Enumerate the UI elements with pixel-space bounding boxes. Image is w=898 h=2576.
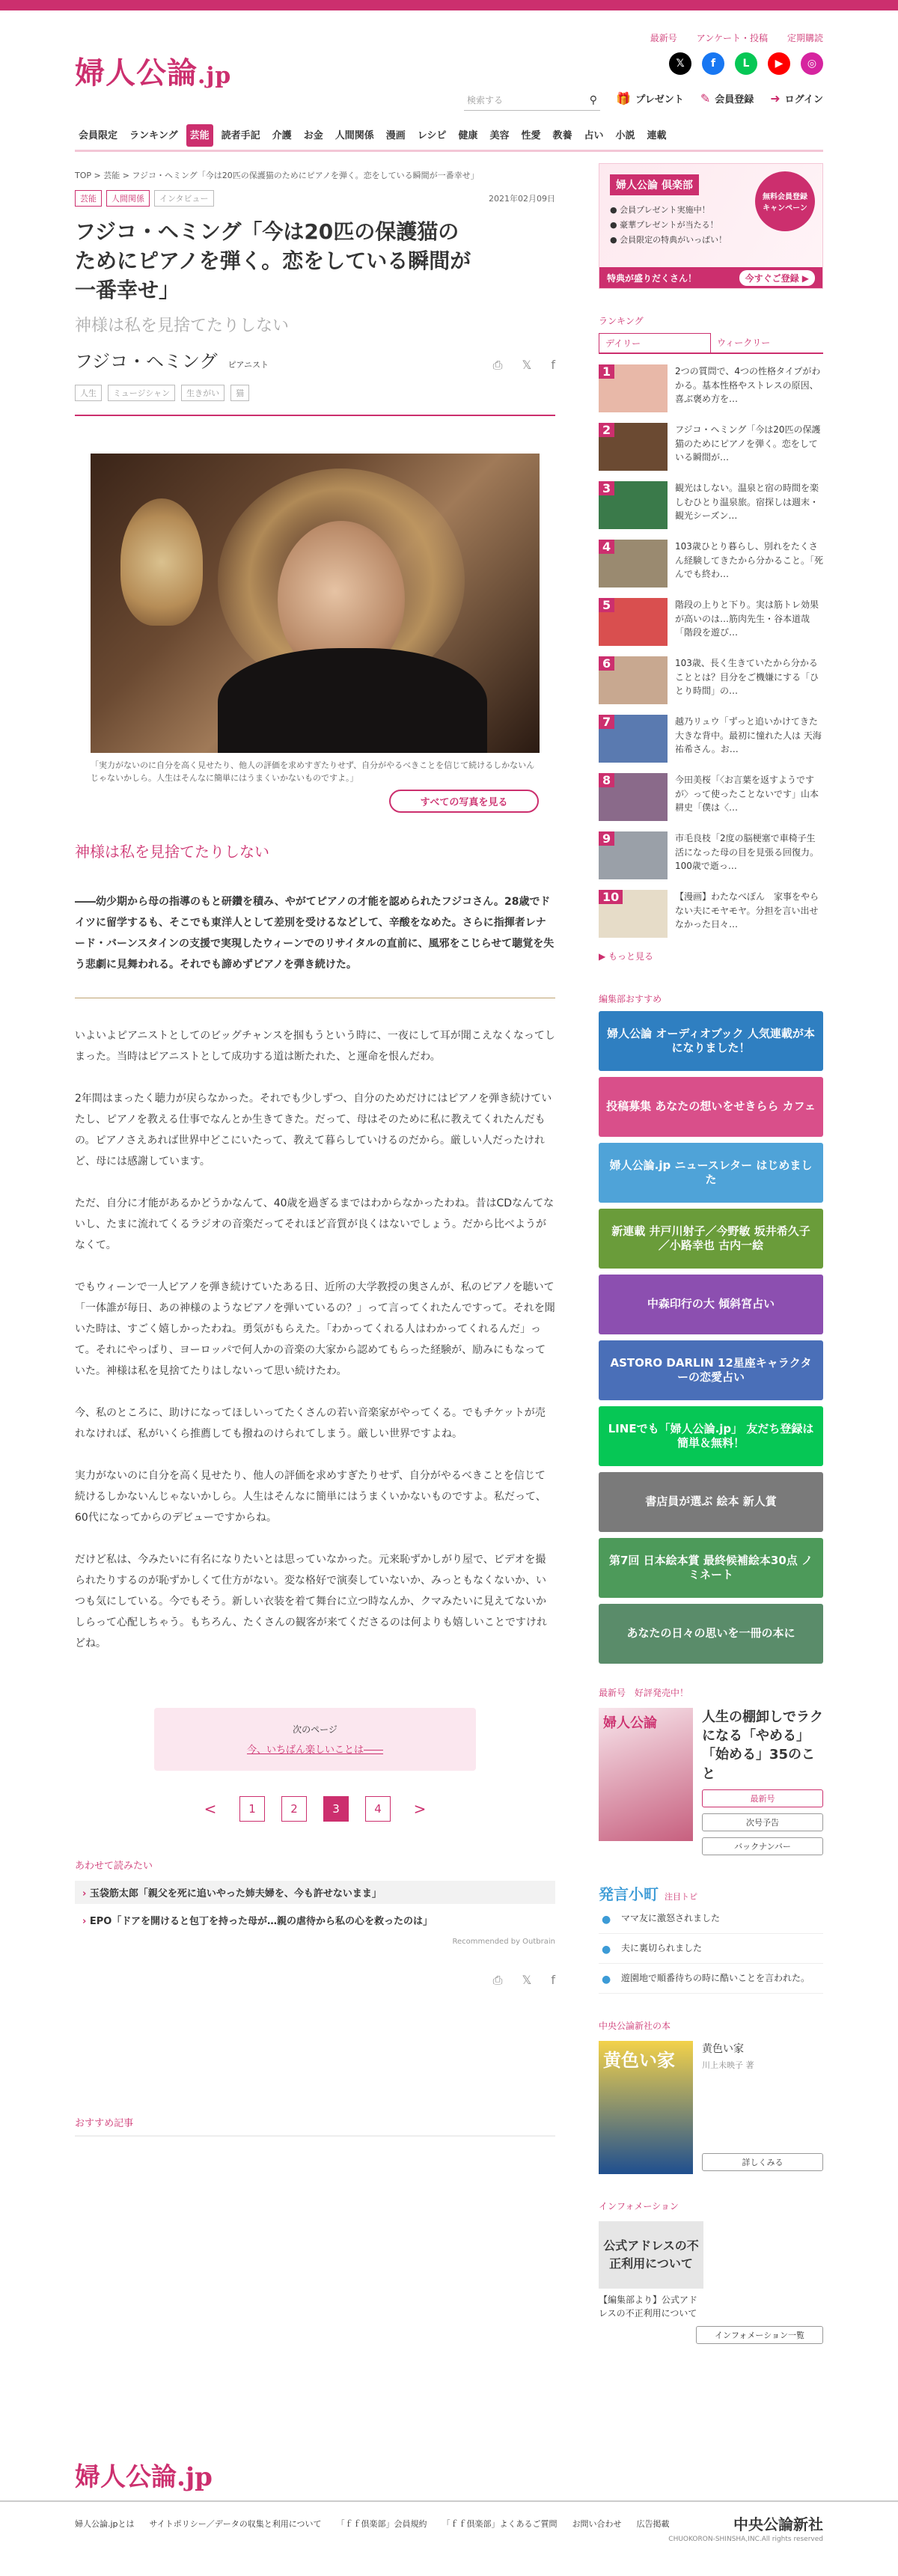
publish-date: 2021年02月09日 (489, 194, 555, 204)
editor-banner[interactable]: ASTORO DARLIN 12星座キャラクターの恋愛占い (599, 1340, 823, 1400)
nav-item[interactable]: 美容 (489, 130, 510, 141)
promo-cta-button[interactable]: 今すぐご登録 ▶ (739, 270, 815, 286)
photo-dress (218, 648, 487, 753)
site-footer (75, 2456, 823, 2543)
keyword-tag[interactable]: 猫 (230, 385, 249, 401)
share-buttons-bottom (75, 1973, 555, 1988)
link-survey[interactable]: アンケート・投稿 (696, 33, 768, 43)
ranking-thumbnail (599, 423, 668, 471)
ranking-title: 越乃リュウ「ずっと追いかけてきた大きな背中。最初に憧れた人は 天海祐希さん。お… (675, 716, 822, 755)
current-page-button[interactable]: 3 (323, 1796, 349, 1822)
tab-daily[interactable]: デイリー (599, 333, 711, 352)
x-share-icon[interactable]: 𝕏 (522, 357, 532, 372)
next-page-button[interactable]: > (413, 1799, 427, 1818)
ranking-thumbnail (599, 540, 668, 587)
tab-weekly[interactable]: ウィークリー (717, 338, 771, 348)
x-icon[interactable]: 𝕏 (669, 52, 691, 75)
editor-banners (599, 1011, 823, 1664)
paragraph: ただ、自分に才能があるかどうかなんて、40歳を過ぎるまではわからなかったわね。昔はCDなんてないし、たまに流れてくるラジオの音楽だってそれほど音質が良くはないでしょう。だから比べようがなくて。 (75, 1197, 555, 1251)
footer-link[interactable]: サイトポリシー／データの収集と利用について (149, 2518, 322, 2529)
publisher-logo[interactable]: 中央公論新社 (733, 2515, 823, 2534)
recommended-heading: おすすめ記事 (75, 2115, 555, 2137)
site-logo[interactable] (75, 49, 231, 92)
article-column (75, 163, 555, 2344)
ranking-number: 3 (599, 481, 614, 495)
author-row (75, 347, 555, 373)
print-icon[interactable]: ⎙ (492, 357, 503, 372)
register-label: 会員登録 (715, 94, 754, 106)
ranking-title: 市毛良枝「2度の脳梗塞で車椅子生活になった母の目を見張る回復力。100歳で逝っ… (675, 833, 819, 872)
nav-item[interactable]: ランキング (129, 130, 178, 141)
social-links (669, 52, 823, 75)
backnumber-button[interactable]: バックナンバー (702, 1837, 823, 1855)
editor-banner[interactable]: 第7回 日本絵本賞 最終候補絵本30点 ノミネート (599, 1538, 823, 1598)
link-latest-issue[interactable]: 最新号 (650, 33, 677, 43)
hatsugen-item[interactable]: ● ママ友に激怒されました (599, 1904, 823, 1934)
nav-item[interactable]: 会員限定 (79, 130, 118, 141)
edit-icon: ✎ (700, 91, 711, 106)
search-placeholder: 検索する (467, 95, 504, 106)
ranking-item[interactable] (599, 890, 823, 938)
ranking-heading: ランキング (599, 316, 644, 326)
paragraph: 2年間はまったく聴力が戻らなかった。それでも少しずつ、自分のためだけにはピアノを弾き続けていたし、ピアノを教える仕事でなんとか生きてきた。だって、母はそのために私に教えてくれたんだもの。ピアノさえあれば世界中どこにいたって、教えて暮らしていけるのだから。厳しい人だったけれど、母には感謝しています。 (75, 1092, 552, 1168)
prev-page-button[interactable]: < (204, 1799, 217, 1818)
next-page-link[interactable]: 今、いちばん楽しいことは―― (246, 1744, 383, 1756)
photo-caption: 「実力がないのに自分を高く見せたり、他人の評価を求めすぎたりせず、自分がやるべきことを信じて続けるしかないんじゃないかしら。人生はそんなに簡単にはうまくいかないものですよ。」 (91, 760, 535, 784)
login-button[interactable] (770, 91, 823, 106)
line-icon[interactable]: L (735, 52, 757, 75)
next-page-box[interactable] (154, 1708, 476, 1771)
register-button[interactable] (700, 91, 754, 106)
ranking-title: 2つの質問で、4つの性格タイプがわかる。基本性格やストレスの原因、喜ぶ褒め方を… (675, 366, 821, 405)
related-item[interactable]: › 玉袋筋太郎「親父を死に追いやった姉夫婦を、今も許せないまま」 (75, 1881, 555, 1904)
ranking-item[interactable] (599, 481, 823, 529)
author-role: ピアニスト (227, 359, 269, 370)
related-heading: あわせて読みたい (75, 1860, 153, 1872)
footer-link[interactable]: 「ｆｆ倶楽部」会員規約 (336, 2518, 427, 2529)
copyright: CHUOKORON-SHINSHA,INC.All rights reserved (668, 2536, 823, 2544)
top-accent-bar (0, 0, 898, 10)
ranking-item[interactable] (599, 831, 823, 879)
footer-links (75, 2512, 823, 2534)
ranking-number: 6 (599, 656, 614, 671)
breadcrumb[interactable]: TOP > 芸能 > フジコ・ヘミング「今は20匹の保護猫のためにピアノを弾く。恋をしている瞬間が一番幸せ」 (75, 171, 479, 180)
share-buttons (493, 358, 555, 373)
chuko-book (599, 2041, 823, 2174)
latest-issue (599, 1708, 823, 1855)
header-actions (616, 91, 823, 106)
ranking-thumbnail (599, 715, 668, 763)
ranking-number: 9 (599, 831, 614, 846)
nav-item[interactable]: 読者手記 (221, 130, 260, 141)
article-body (75, 1025, 555, 1654)
paragraph: でもウィーンで一人ピアノを弾き続けていたある日、近所の大学教授の奥さんが、私のピアノを聴いて「一体誰が毎日、あの神様のようなピアノを弾いているの？」って言ってくれたんですって。それを聞いた時は、すごく嬉しかったわね。勇気がもらえた。「わかってくれる人はわかってくれるんだ」って。それにやっぱり、ヨーロッパで何人かの音楽の大家から認めてもらった経験が、励みにもなっていた。神様は私を見捨てたりはしないって思い続けたわ。 (75, 1281, 555, 1377)
promo-benefits (610, 203, 727, 247)
sidebar (599, 163, 823, 2344)
ranking-title: 今田美桜「〈お言葉を返すようですが〉って使ったことないです」山本耕史「僕は〈… (675, 775, 819, 814)
related-list (75, 1881, 555, 1932)
paragraph: 今、私のところに、助けになってほしいってたくさんの若い音楽家がやってくる。でもチケットが売れなければ、私がいくら推薦しても撥ねのけられてしまう。厳しい世界ですよね。 (75, 1406, 546, 1440)
keyword-tag[interactable]: 人生 (75, 385, 102, 401)
facebook-share-icon[interactable]: f (551, 1972, 555, 1987)
ranking-number: 2 (599, 423, 614, 437)
keyword-tag[interactable]: 生きがい (181, 385, 224, 401)
logo-suffix: .jp (198, 63, 232, 89)
ranking-item[interactable] (599, 773, 823, 821)
ranking-item[interactable] (599, 598, 823, 646)
related-item[interactable]: › EPO「ドアを開けると包丁を持った母が…親の虐待から私の心を救ったのは」 (75, 1908, 555, 1932)
ranking-title: 観光はしない。温泉と宿の時間を楽しむひとり温泉旅。宿探しは週末・観光シーズン… (675, 483, 819, 522)
editor-banner[interactable]: 新連載 井戸川射子／今野敏 坂井希久子／小路幸也 古内一絵 (599, 1209, 823, 1269)
ranking-thumbnail (599, 598, 668, 646)
photo-lamp (120, 498, 203, 626)
ranking-thumbnail (599, 773, 668, 821)
nav-item[interactable]: 教養 (552, 130, 572, 141)
info-item[interactable]: 【編集部より】公式アドレスの不正利用について (599, 2295, 698, 2319)
nav-item-active[interactable]: 芸能 (186, 124, 213, 147)
footer-link[interactable]: 広告掲載 (636, 2518, 670, 2529)
latest-issue-title[interactable]: 人生の棚卸しでラクになる「やめる」「始める」35のこと (702, 1709, 823, 1782)
nav-item[interactable]: 人間関係 (335, 130, 374, 141)
login-icon: ➜ (770, 91, 781, 106)
editor-banner[interactable]: 投稿募集 あなたの想いをせきらら カフェ (599, 1077, 823, 1137)
promo-cta[interactable] (599, 267, 822, 288)
keyword-tag[interactable]: ミュージシャン (108, 385, 175, 401)
nav-item[interactable]: 占い (584, 130, 604, 141)
all-photos-button[interactable]: すべての写真を見る (389, 790, 539, 813)
nav-item[interactable]: 小説 (615, 130, 635, 141)
editor-banner[interactable]: 婦人公論.jp ニュースレター はじめました (599, 1143, 823, 1203)
editor-picks-heading: 編集部おすすめ (599, 994, 662, 1004)
article-lead: ――幼少期から母の指導のもと研鑽を積み、やがてピアノの才能を認められたフジコさん。28歳でドイツに留学するも、そこでも東洋人として差別を受けるなどして、辛酸をなめた。さらに指揮者レナード・バーンスタインの支援で実現したウィーンでのリサイタルの直前に、風邪をこじらせて聴覚を失う悲劇に見舞われる。それでも諦めずピアノを弾き続けた。 (75, 895, 555, 971)
ranking-number: 10 (599, 890, 623, 904)
search-icon[interactable]: ⚲ (589, 94, 597, 106)
hero-photo[interactable] (91, 454, 540, 753)
ranking-number: 1 (599, 364, 614, 379)
nav-item[interactable]: お金 (303, 130, 323, 141)
information-heading: インフォメーション (599, 2201, 679, 2212)
print-icon[interactable]: ⎙ (492, 1972, 503, 1987)
ranking-item[interactable] (599, 656, 823, 704)
promo-cta-text: 特典が盛りだくさん！ (607, 272, 697, 284)
nav-item[interactable]: レシピ (417, 130, 447, 141)
promo-logo: 婦人公論 倶楽部 (610, 174, 699, 195)
x-share-icon[interactable]: 𝕏 (522, 1972, 532, 1987)
chuko-book-cover[interactable]: 黄色い家 (599, 2041, 693, 2174)
page-button[interactable]: 4 (365, 1796, 391, 1822)
tag[interactable]: インタビュー (154, 190, 214, 207)
ranking-title: フジコ・ヘミング「今は20匹の保護猫のためにピアノを弾く。恋をしている瞬間が… (675, 424, 821, 463)
login-label: ログイン (784, 94, 823, 106)
chuko-books-heading: 中央公論新社の本 (599, 2021, 671, 2032)
ranking-item[interactable] (599, 423, 823, 471)
ranking-title: 階段の上りと下り。実は筋トレ効果が高いのは…筋肉先生・谷本道哉「階段を遊び… (675, 599, 819, 638)
next-page-label: 次のページ (293, 1724, 337, 1735)
nav-divider (75, 150, 823, 152)
hatsugen-sub: 注目トピ (665, 1891, 697, 1902)
latest-issue-heading: 最新号 好評発売中！ (599, 1688, 689, 1698)
top-links (650, 31, 823, 44)
ranking-title: 103歳、長く生きていたから分かることとは？目分をご機嫌にする「ひとり時間」の… (675, 658, 819, 697)
instagram-icon[interactable]: ◎ (801, 52, 823, 75)
paragraph: 実力がないのに自分を高く見せたり、他人の評価を求めすぎたりせず、自分がやるべきことを信じて続けるしかないんじゃないかしら。人生はそんなに簡単にはうまくいかないものですよ。私だって、60代になってからのデビューですからね。 (75, 1469, 546, 1524)
keyword-tags (75, 385, 555, 401)
nav-item[interactable]: 漫画 (385, 130, 406, 141)
youtube-icon[interactable]: ▶ (768, 52, 790, 75)
hatsugen-item[interactable]: ● 夫に裏切られました (599, 1934, 823, 1964)
article-tags (75, 190, 555, 207)
promo-line: ● 豪華プレゼントが当たる！ (610, 219, 718, 230)
outbrain-credit[interactable]: Recommended by Outbrain (452, 1937, 555, 1946)
promo-line: ● 会員限定の特典がいっぱい！ (610, 234, 727, 245)
ranking-item[interactable] (599, 364, 823, 412)
editor-banner[interactable]: 婦人公論 オーディオブック 人気連載が本になりました！ (599, 1011, 823, 1071)
ranking-thumbnail (599, 364, 668, 412)
editor-banner[interactable]: あなたの日々の思いを一冊の本に (599, 1604, 823, 1664)
ranking-list (599, 364, 823, 938)
ranking-number: 5 (599, 598, 614, 612)
chuko-book-author: 川上未映子 著 (702, 2060, 754, 2071)
page-button[interactable]: 2 (281, 1796, 307, 1822)
ranking-title: 【漫画】わたなべぽん 家事をやらない夫にモヤモヤ。分担を言い出せなかった日々… (675, 891, 819, 930)
chuko-book-info (702, 2041, 823, 2174)
ranking-number: 8 (599, 773, 614, 787)
tag[interactable]: 人間関係 (106, 190, 150, 207)
facebook-share-icon[interactable]: f (551, 357, 555, 372)
info-thumbnail[interactable]: 公式アドレスの不正利用について (599, 2221, 703, 2289)
info-list-button[interactable]: インフォメーション一覧 (696, 2326, 823, 2344)
section-heading: 神様は私を見捨てたりしない (75, 842, 269, 861)
ranking-item[interactable] (599, 715, 823, 763)
ranking-item[interactable] (599, 540, 823, 587)
nav-item[interactable]: 健康 (458, 130, 478, 141)
next-issue-button[interactable]: 次号予告 (702, 1813, 823, 1831)
gift-icon: 🎁 (616, 91, 632, 106)
page-button[interactable]: 1 (239, 1796, 265, 1822)
article-title: フジコ・ヘミング「今は20匹の保護猫のためにピアノを弾く。恋をしている瞬間が一番幸せ」 (75, 219, 471, 303)
present-label: プレゼント (635, 94, 684, 106)
promo-line: ● 会員プレゼント実施中！ (610, 205, 710, 215)
ranking-thumbnail (599, 656, 668, 704)
ranking-thumbnail (599, 481, 668, 529)
footer-link[interactable]: 婦人公論.jpとは (75, 2518, 135, 2529)
latest-issue-info (702, 1708, 823, 1855)
club-promo-banner[interactable] (599, 163, 823, 289)
editor-banner[interactable]: LINEでも「婦人公論.jp」 友だち登録は簡単＆無料！ (599, 1406, 823, 1466)
footer-link[interactable]: お問い合わせ (572, 2518, 622, 2529)
ranking-number: 7 (599, 715, 614, 729)
main-nav (75, 124, 671, 147)
nav-item[interactable]: 介護 (272, 130, 292, 141)
hatsugen-item[interactable]: ● 遊園地で順番待ちの時に酷いことを言われた。 (599, 1964, 823, 1994)
ranking-thumbnail (599, 831, 668, 879)
paragraph: だけど私は、今みたいに有名になりたいとは思っていなかった。元来恥ずかしがり屋で、ビデオを撮られたりするのが恥ずかしくて仕方がない。変な格好で演奏していないか、みっともなくないか、いつも気にしている。今でもそう。新しい衣装を着て舞台に立つ時なんか、クマみたいに見えてないかしらって心配しちゃう。もちろん、たくさんの観客が来てくださるのは何よりも嬉しいことですけれどね。 (75, 1553, 547, 1649)
chuko-detail-button[interactable]: 詳しくみる (702, 2153, 823, 2171)
editor-banner[interactable]: 中森印行の大 傾斜宮占い (599, 1275, 823, 1334)
hatsugen-list (599, 1904, 823, 1994)
title-divider (75, 415, 555, 416)
facebook-icon[interactable]: f (702, 52, 724, 75)
article-subtitle: 神様は私を見捨てたりしない (75, 316, 290, 335)
chuko-book-title[interactable]: 黄色い家 (702, 2043, 744, 2056)
footer-logo[interactable]: 婦人公論.jp (75, 2462, 213, 2493)
hatsugen-komachi-heading (599, 1882, 823, 1904)
nav-item[interactable]: 連載 (647, 130, 667, 141)
editor-banner[interactable]: 書店員が選ぶ 絵本 新人賞 (599, 1472, 823, 1532)
nav-item[interactable]: 性愛 (521, 130, 541, 141)
tag[interactable]: 芸能 (75, 190, 102, 207)
logo-text: 婦人公論 (75, 55, 198, 91)
ranking-thumbnail (599, 890, 668, 938)
more-ranking-link[interactable]: ▶ もっと見る (599, 951, 654, 962)
footer-divider (0, 2500, 898, 2502)
ranking-tabs (599, 333, 823, 354)
link-subscription[interactable]: 定期購読 (786, 33, 823, 43)
pagination (75, 1796, 555, 1822)
ranking-number: 4 (599, 540, 614, 554)
present-button[interactable] (616, 91, 683, 106)
paragraph: いよいよピアニストとしてのビッグチャンスを掴もうという時に、一夜にして耳が聞こえなくなってしまった。当時はピアニストとして成功する道は断たれた、と運命を恨んだわ。 (75, 1029, 555, 1063)
site-header (75, 10, 823, 141)
latest-issue-cover[interactable]: 婦人公論 (599, 1708, 693, 1841)
search-input[interactable] (464, 90, 600, 111)
ranking-title: 103歳ひとり暮らし、別れをたくさん経験してきたから分かること。「死んでも終わ… (675, 541, 823, 580)
hatsugen-logo[interactable]: 発言小町 (599, 1884, 659, 1903)
footer-link[interactable]: 「ｆｆ倶楽部」よくあるご質問 (442, 2518, 558, 2529)
promo-badge: 無料会員登録キャンペーン (755, 171, 815, 231)
latest-issue-button[interactable]: 最新号 (702, 1789, 823, 1807)
author-name[interactable]: フジコ・ヘミング (75, 350, 218, 372)
